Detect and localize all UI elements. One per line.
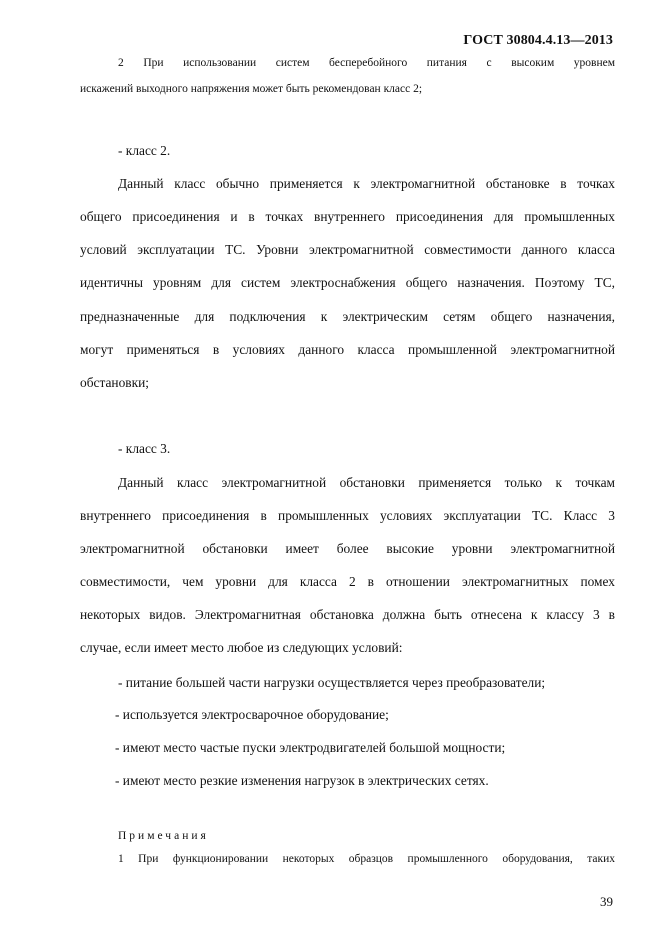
top-note-line-2: искажений выходного напряжения может быть рекомендован класс 2; — [80, 83, 423, 95]
class2-line-1: Данный класс обычно применяется к электромагнитной обстановке в точках — [118, 176, 615, 191]
notes-label: Примечания — [118, 830, 209, 842]
class3-line-2: внутреннего присоединения в промышленных условиях эксплуатации ТС. Класс 3 — [80, 508, 615, 523]
class3-heading: - класс 3. — [118, 441, 171, 456]
condition-item-1: - питание большей части нагрузки осуществляется через преобразователи; — [118, 675, 546, 690]
class2-line-6: могут применяться в условиях данного класса промышленной электромагнитной — [80, 342, 615, 357]
condition-item-3: - имеют место частые пуски электродвигателей большой мощности; — [115, 740, 506, 755]
page-number: 39 — [600, 894, 613, 909]
class2-line-2: общего присоединения и в точках внутреннего присоединения для промышленных — [80, 209, 615, 224]
class2-line-3: условий эксплуатации ТС. Уровни электромагнитной совместимости данного класса — [80, 242, 615, 257]
class2-line-7: обстановки; — [80, 375, 149, 390]
class3-line-1: Данный класс электромагнитной обстановки применяется только к точкам — [118, 475, 615, 490]
top-note-line-1: 2 При использовании систем бесперебойного питания с высоким уровнем — [118, 57, 615, 69]
class2-line-4: идентичны уровням для систем электроснабжения общего назначения. Поэтому ТС, — [80, 275, 615, 290]
class3-line-4: совместимости, чем уровни для класса 2 в отношении электромагнитных помех — [80, 574, 615, 589]
class3-line-5: некоторых видов. Электромагнитная обстановка должна быть отнесена к классу 3 в — [80, 607, 615, 622]
class2-heading: - класс 2. — [118, 143, 171, 158]
standard-header: ГОСТ 30804.4.13—2013 — [463, 33, 613, 48]
notes-line-1: 1 При функционировании некоторых образцов промышленного оборудования, таких — [118, 853, 615, 865]
condition-item-4: - имеют место резкие изменения нагрузок в электрических сетях. — [115, 773, 489, 788]
condition-item-2: - используется электросварочное оборудование; — [115, 707, 389, 722]
class2-line-5: предназначенные для подключения к электрическим сетям общего назначения, — [80, 309, 615, 324]
class3-line-6: случае, если имеет место любое из следующих условий: — [80, 640, 403, 655]
class3-line-3: электромагнитной обстановки имеет более высокие уровни электромагнитной — [80, 541, 615, 556]
